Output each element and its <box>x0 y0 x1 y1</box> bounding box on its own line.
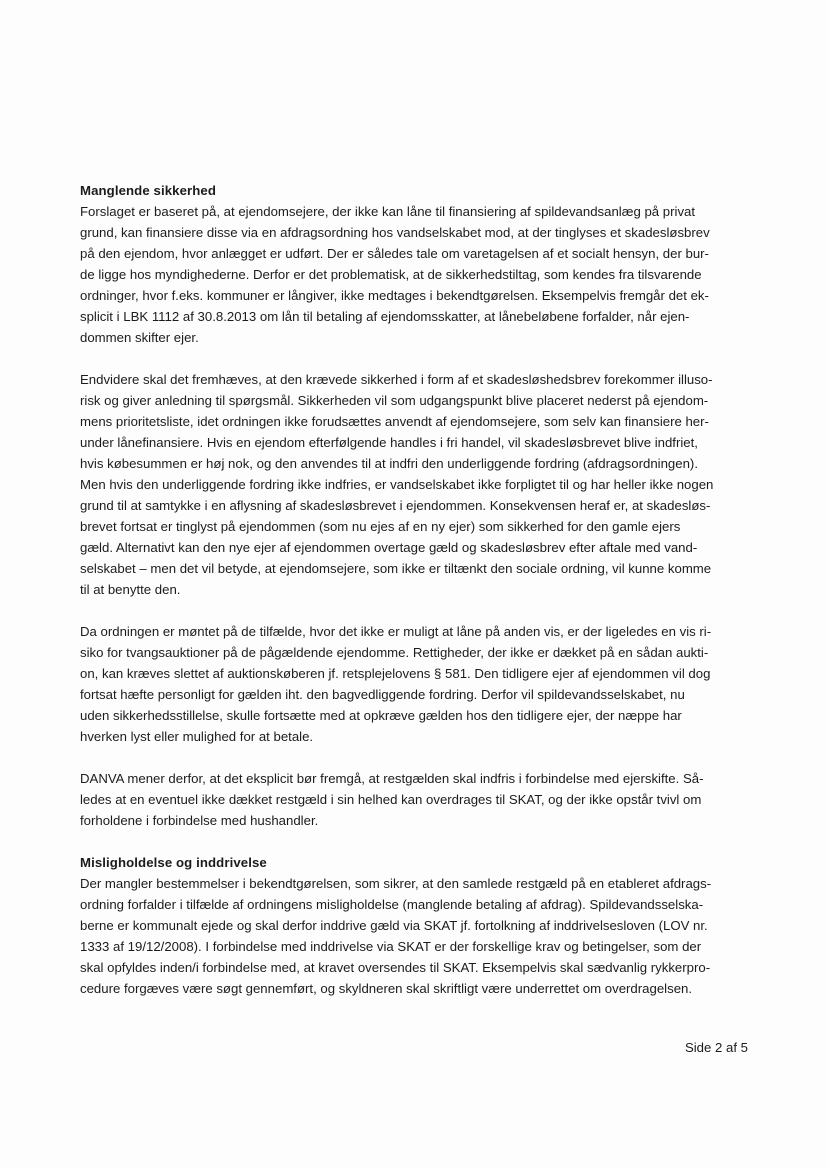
text-line: on, kan kræves slettet af auktionskøberen jf. retsplejelovens § 581. Den tidligere ejer af ejendommen vil dog <box>80 666 711 681</box>
page-number: Side 2 af 5 <box>684 1040 748 1055</box>
text-line: skal opfyldes inden/i forbindelse med, at kravet oversendes til SKAT. Eksempelvis skal sædvanlig rykkerpro- <box>80 960 711 975</box>
text-line: på den ejendom, hvor anlægget er udført. Der er således tale om varetagelsen af et socialt hensyn, der bur- <box>80 246 709 261</box>
text-line: ledes at en eventuel ikke dækket restgæld i sin helhed kan overdrages til SKAT, og der ikke opstår tvivl om <box>80 792 702 807</box>
text-line: selskabet – men det vil betyde, at ejendomsejere, som ikke er tiltænkt den sociale ordning, vil kunne komme <box>80 561 712 576</box>
text-line: cedure forgæves være søgt gennemført, og skyldneren skal skriftligt være underrettet om overdragelsen. <box>80 981 693 996</box>
text-line: under lånefinansiere. Hvis en ejendom efterfølgende handles i fri handel, vil skadesløsbrevet blive indfriet, <box>80 435 698 450</box>
text-line: Men hvis den underliggende fordring ikke indfries, er vandselskabet ikke forpligtet til og har heller ikke nogen <box>80 477 714 492</box>
text-line: ordning forfalder i tilfælde af ordningens misligholdelse (manglende betaling af afdrag). Spildevandsselska- <box>80 897 704 912</box>
text-line: uden sikkerhedsstillelse, skulle fortsætte med at opkræve gælden hos den tidligere ejer, der næppe har <box>80 708 682 723</box>
text-line: gæld. Alternativt kan den nye ejer af ejendommen overtage gæld og skadesløsbrev efter aftale med vand- <box>80 540 698 555</box>
paragraph <box>80 621 760 747</box>
paragraph <box>80 768 760 831</box>
text-line: Der mangler bestemmelser i bekendtgørelsen, som sikrer, at den samlede restgæld på en etableret afdrags- <box>80 876 712 891</box>
text-line: splicit i LBK 1112 af 30.8.2013 om lån til betaling af ejendomsskatter, at lånebeløbene forfalder, når ejen- <box>80 309 690 324</box>
text-line: 1333 af 19/12/2008). I forbindelse med inddrivelse via SKAT er der forskellige krav og betingelser, som der <box>80 939 702 954</box>
paragraph <box>80 873 760 999</box>
section-spacer <box>80 831 760 852</box>
text-line: berne er kommunalt ejede og skal derfor inddrive gæld via SKAT jf. fortolkning af inddrivelsesloven (LOV nr. <box>80 918 708 933</box>
text-line: de ligge hos myndighederne. Derfor er det problematisk, at de sikkerhedstiltag, som kendes fra tilsvarende <box>80 267 702 282</box>
text-line: Da ordningen er møntet på de tilfælde, hvor det ikke er muligt at låne på anden vis, er der ligeledes en vis ri- <box>80 624 712 639</box>
section-heading: Misligholdelse og inddrivelse <box>80 855 267 870</box>
text-line: DANVA mener derfor, at det eksplicit bør fremgå, at restgælden skal indfris i forbindelse med ejerskifte. Så- <box>80 771 704 786</box>
text-line: brevet fortsat er tinglyst på ejendommen (som nu ejes af en ny ejer) som sikkerhed for den gamle ejers <box>80 519 681 534</box>
text-line: mens prioritetsliste, idet ordningen ikke forudsættes anvendt af ejendomsejere, som selv kan finansiere her- <box>80 414 709 429</box>
text-line: ordninger, hvor f.eks. kommuner er långiver, ikke medtages i bekendtgørelsen. Eksempelvis fremgår det ek- <box>80 288 709 303</box>
text-line: dommen skifter ejer. <box>80 330 199 345</box>
text-line: grund til at samtykke i en aflysning af skadesløsbrevet i ejendommen. Konsekvensen heraf er, at skadesløs- <box>80 498 711 513</box>
paragraph-spacer <box>80 600 760 621</box>
document-body <box>80 180 760 999</box>
section-heading: Manglende sikkerhed <box>80 183 217 198</box>
text-line: hverken lyst eller mulighed for at betale. <box>80 729 314 744</box>
text-line: til at benytte den. <box>80 582 181 597</box>
paragraph-spacer <box>80 747 760 768</box>
text-line: fortsat hæfte personligt for gælden iht. den bagvedliggende fordring. Derfor vil spildevandsselskabet, nu <box>80 687 685 702</box>
paragraph <box>80 369 760 600</box>
text-line: Forslaget er baseret på, at ejendomsejere, der ikke kan låne til finansiering af spildevandsanlæg på privat <box>80 204 696 219</box>
paragraph-spacer <box>80 348 760 369</box>
paragraph <box>80 201 760 348</box>
text-line: forholdene i forbindelse med hushandler. <box>80 813 319 828</box>
text-line: Endvidere skal det fremhæves, at den krævede sikkerhed i form af et skadesløshedsbrev forekommer illuso- <box>80 372 713 387</box>
text-line: hvis købesummen er høj nok, og den anvendes til at indfri den underliggende fordring (afdragsordningen). <box>80 456 698 471</box>
text-line: siko for tvangsauktioner på de pågældende ejendomme. Rettigheder, der ikke er dækket på en sådan aukti- <box>80 645 709 660</box>
text-line: grund, kan finansiere disse via en afdragsordning hos vandselskabet mod, at der tinglyses et skadesløsbrev <box>80 225 710 240</box>
text-line: risk og giver anledning til spørgsmål. Sikkerheden vil som udgangspunkt blive placeret nederst på ejendom- <box>80 393 709 408</box>
